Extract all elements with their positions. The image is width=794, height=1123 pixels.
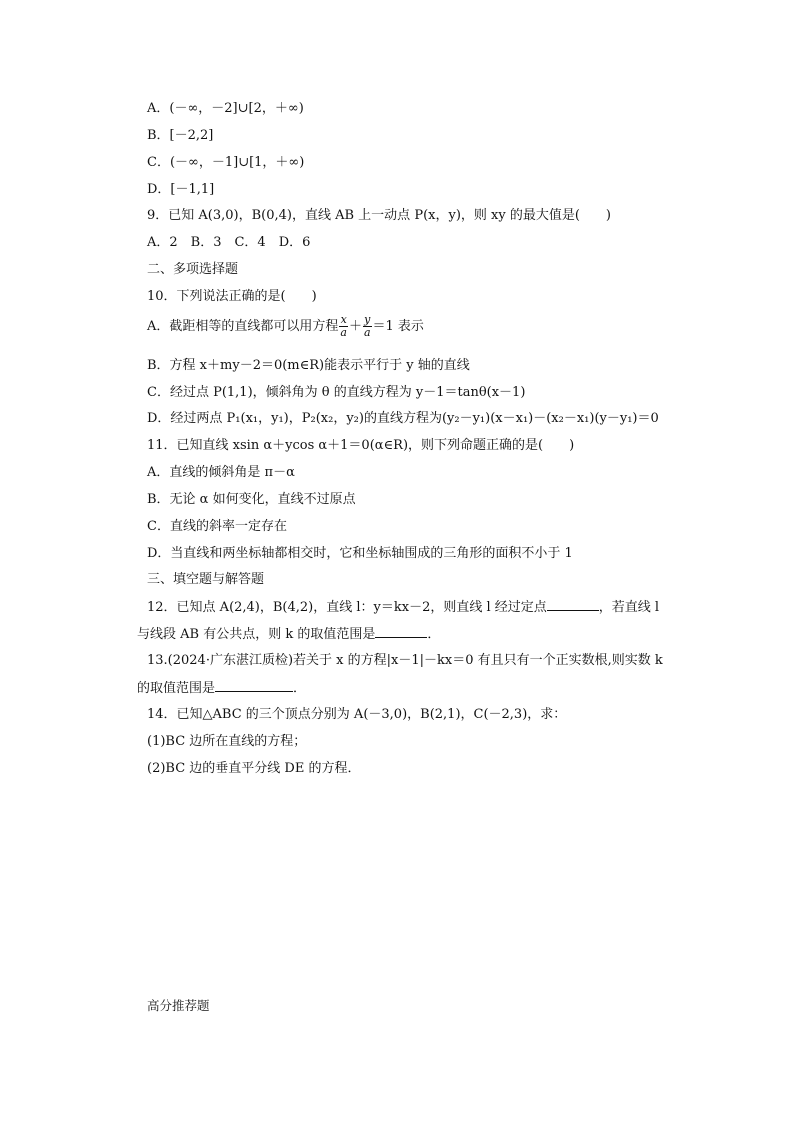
option-a-q10-text: A．截距相等的直线都可以用方程 xyxy=(147,319,339,334)
answer-blank xyxy=(375,625,427,638)
question-14-part2: (2)BC 边的垂直平分线 DE 的方程． xyxy=(147,761,361,776)
option-b-q11: B．无论 α 如何变化，直线不过原点 xyxy=(147,492,356,507)
answer-blank xyxy=(547,598,599,611)
question-10: 10．下列说法正确的是( ) xyxy=(147,289,317,304)
answer-blank xyxy=(215,679,293,692)
question-12-text: 12．已知点 A(2,4)，B(4,2)，直线 l：y＝kx－2，则直线 l 经过定点 xyxy=(147,600,547,615)
question-12 xyxy=(147,598,659,617)
fraction-y-over-a xyxy=(363,314,372,339)
option-d-q10: D．经过两点 P₁(x₁，y₁)，P₂(x₂，y₂)的直线方程为(y₂－y₁)(x－x₁)－(x₂－x₁)(y－y₁)＝0 xyxy=(147,411,659,426)
option-d-q8: D．[－1,1] xyxy=(147,182,215,197)
question-13-continued xyxy=(137,679,306,698)
question-13-line2: 的取值范围是 xyxy=(137,681,216,696)
question-12-line2: 与线段 AB 有公共点，则 k 的取值范围是 xyxy=(137,627,376,642)
question-13: 13.(2024·广东湛江质检)若关于 x 的方程|x－1|－kx＝0 有且只有一个正实数根,则实数 k xyxy=(147,653,663,668)
question-12-continued xyxy=(137,625,440,644)
frac-num: y xyxy=(364,313,371,326)
options-q9: A．2 B．3 C．4 D．6 xyxy=(147,235,311,250)
section-heading-fill-in: 三、填空题与解答题 xyxy=(147,572,265,587)
question-11: 11．已知直线 xsin α＋ycos α＋1＝0(α∈R)，则下列命题正确的是( ) xyxy=(147,438,575,453)
question-14: 14．已知△ABC 的三个顶点分别为 A(－3,0)，B(2,1)，C(－2,3)，求： xyxy=(147,707,567,722)
option-b-q10: B．方程 x＋my－2＝0(m∈R)能表示平行于 y 轴的直线 xyxy=(147,358,470,373)
period: ． xyxy=(293,681,307,696)
period: ． xyxy=(427,627,441,642)
option-c-q8: C．(－∞，－1]∪[1，＋∞) xyxy=(147,155,305,170)
option-c-q11: C．直线的斜率一定存在 xyxy=(147,519,287,534)
option-c-q10: C．经过点 P(1,1)，倾斜角为 θ 的直线方程为 y－1＝tanθ(x－1) xyxy=(147,385,526,400)
option-a-q8: A．(－∞，－2]∪[2，＋∞) xyxy=(147,101,304,116)
question-14-part1: (1)BC 边所在直线的方程； xyxy=(147,734,307,749)
option-d-q11: D．当直线和两坐标轴都相交时，它和坐标轴围成的三角形的面积不小于 1 xyxy=(147,546,573,561)
frac-den: a xyxy=(340,326,347,339)
plus-sign: ＋ xyxy=(348,319,362,334)
question-12-tail: ，若直线 l xyxy=(598,600,660,615)
frac-num: x xyxy=(340,313,347,326)
option-a-q10 xyxy=(147,314,424,339)
frac-den: a xyxy=(363,326,371,339)
fraction-x-over-a xyxy=(339,314,348,339)
option-a-q11: A．直线的倾斜角是 π－α xyxy=(147,465,295,480)
question-9: 9．已知 A(3,0)，B(0,4)，直线 AB 上一动点 P(x，y)，则 xy 的最大值是( ) xyxy=(147,208,611,223)
option-b-q8: B．[－2,2] xyxy=(147,128,214,143)
option-a-q10-tail: ＝1 表示 xyxy=(372,319,424,334)
section-heading-multiple-choice: 二、多项选择题 xyxy=(147,262,239,277)
section-footer-recommended: 高分推荐题 xyxy=(147,998,210,1013)
